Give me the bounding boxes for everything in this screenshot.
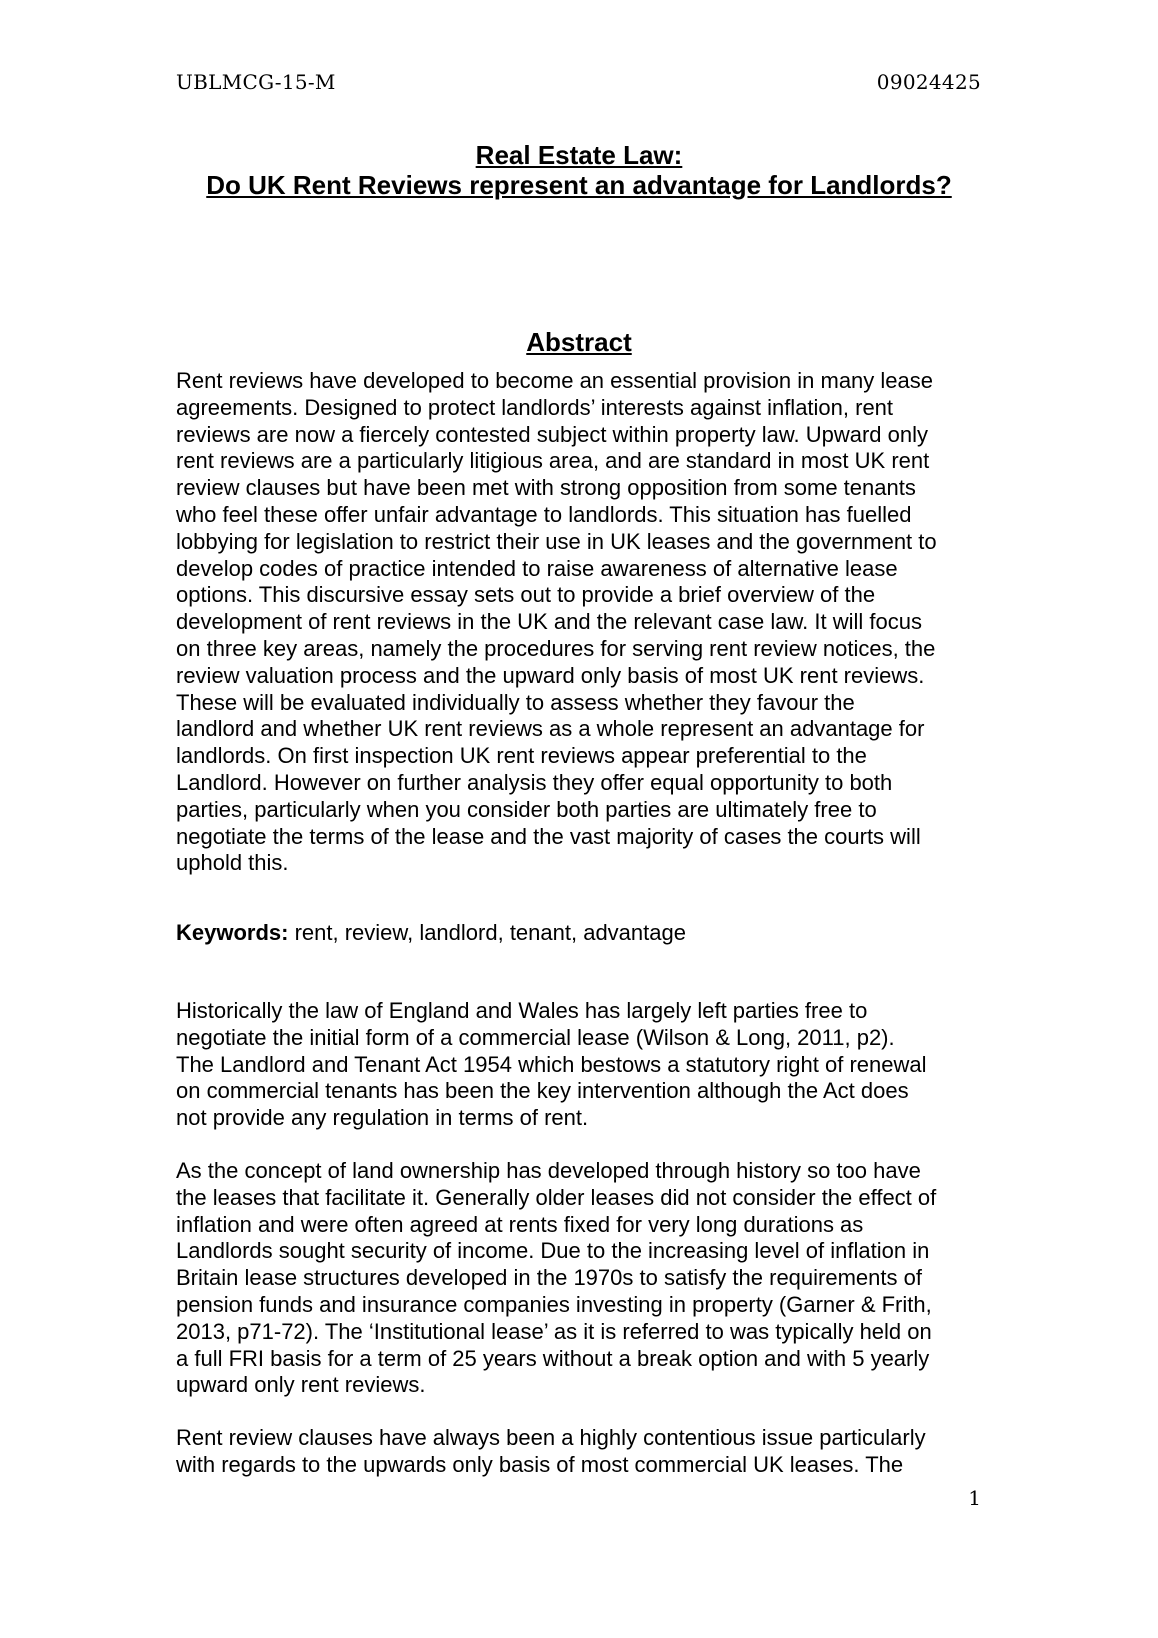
text-line: uphold this. — [176, 850, 289, 876]
text-line: reviews are now a fiercely contested subject within property law. Upward only — [176, 421, 929, 447]
body-paragraph-3 — [176, 1425, 976, 1479]
text-line: develop codes of practice intended to raise awareness of alternative lease — [176, 555, 898, 581]
text-line: As the concept of land ownership has developed through history so too have — [176, 1158, 921, 1183]
text-line: agreements. Designed to protect landlords’ interests against inflation, rent — [176, 394, 894, 420]
body-paragraph-1 — [176, 998, 976, 1132]
text-line: Rent review clauses have always been a highly contentious issue particularly — [176, 1425, 926, 1450]
text-line: review valuation process and the upward only basis of most UK rent reviews. — [176, 662, 925, 688]
text-line: rent reviews are a particularly litigious area, and are standard in most UK rent — [176, 448, 930, 474]
text-line: development of rent reviews in the UK and the relevant case law. It will focus — [176, 609, 922, 635]
text-line: a full FRI basis for a term of 25 years without a break option and with 5 yearly — [176, 1345, 930, 1371]
title-line-2: Do UK Rent Reviews represent an advantage for Landlords? — [206, 170, 952, 200]
text-line: Landlords sought security of income. Due to the increasing level of inflation in — [176, 1238, 930, 1264]
text-line: The Landlord and Tenant Act 1954 which bestows a statutory right of renewal — [176, 1051, 927, 1077]
text-line: Historically the law of England and Wales has largely left parties free to — [176, 998, 868, 1023]
text-line: Landlord. However on further analysis they offer equal opportunity to both — [176, 769, 893, 795]
text-line: landlord and whether UK rent reviews as a whole represent an advantage for — [176, 716, 925, 742]
header-course-code: UBLMCG-15-M — [176, 70, 336, 94]
text-line: pension funds and insurance companies investing in property (Garner & Frith, — [176, 1291, 932, 1317]
text-line: 2013, p71-72). The ‘Institutional lease’ as it is referred to was typically held on — [176, 1318, 932, 1344]
text-line: not provide any regulation in terms of rent. — [176, 1105, 589, 1131]
keywords-label: Keywords: — [176, 920, 289, 945]
text-line: on three key areas, namely the procedures for serving rent review notices, the — [176, 635, 936, 661]
text-line: negotiate the terms of the lease and the vast majority of cases the courts will — [176, 823, 921, 849]
text-line: These will be evaluated individually to assess whether they favour the — [176, 689, 855, 715]
document-title — [0, 140, 1158, 200]
keywords-text: rent, review, landlord, tenant, advantage — [288, 920, 686, 945]
text-line: landlords. On first inspection UK rent reviews appear preferential to the — [176, 743, 867, 769]
text-line: lobbying for legislation to restrict their use in UK leases and the government to — [176, 528, 937, 554]
text-line: upward only rent reviews. — [176, 1372, 426, 1398]
text-line: who feel these offer unfair advantage to landlords. This situation has fuelled — [176, 501, 912, 527]
keywords — [176, 920, 686, 946]
text-line: options. This discursive essay sets out to provide a brief overview of the — [176, 582, 876, 608]
text-line: Rent reviews have developed to become an essential provision in many lease — [176, 368, 933, 393]
text-line: Britain lease structures developed in the 1970s to satisfy the requirements of — [176, 1265, 922, 1291]
body-paragraph-2 — [176, 1158, 976, 1399]
abstract-paragraph — [176, 368, 976, 877]
text-line: on commercial tenants has been the key intervention although the Act does — [176, 1078, 909, 1104]
text-line: review clauses but have been met with strong opposition from some tenants — [176, 475, 916, 501]
title-line-1: Real Estate Law: — [475, 140, 683, 170]
page-number: 1 — [968, 1486, 981, 1510]
text-line: inflation and were often agreed at rents fixed for very long durations as — [176, 1211, 864, 1237]
abstract-heading: Abstract — [526, 327, 632, 357]
text-line: negotiate the initial form of a commercial lease (Wilson & Long, 2011, p2). — [176, 1024, 895, 1050]
text-line: the leases that facilitate it. Generally older leases did not consider the effect of — [176, 1184, 937, 1210]
text-line: parties, particularly when you consider both parties are ultimately free to — [176, 796, 877, 822]
text-line: with regards to the upwards only basis of most commercial UK leases. The — [176, 1451, 904, 1477]
header-student-id: 09024425 — [876, 70, 981, 94]
